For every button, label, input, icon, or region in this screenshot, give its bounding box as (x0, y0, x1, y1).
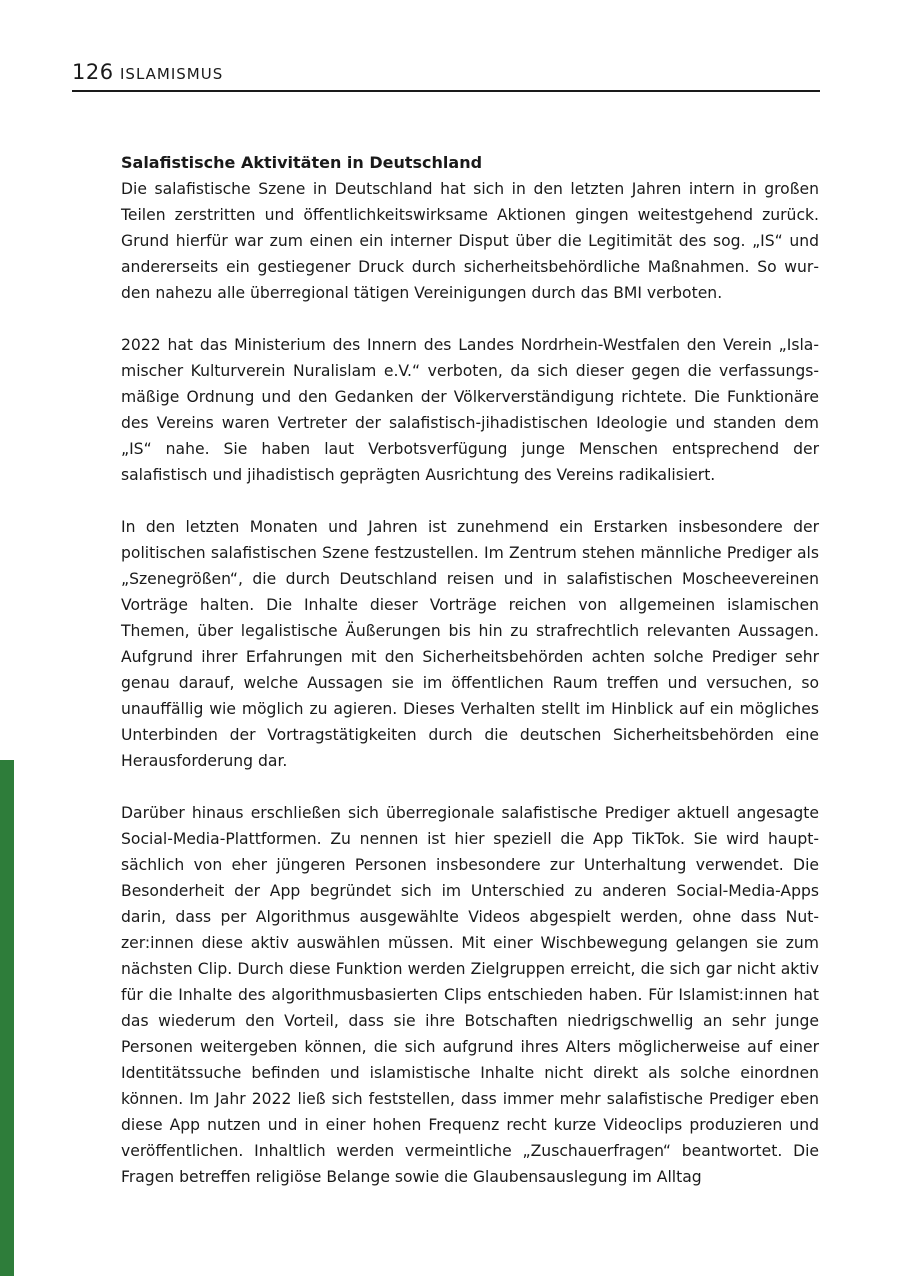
section-heading: Salafistische Aktivitäten in Deutschland (121, 153, 483, 172)
paragraph: In den letzten Monaten und Jahren ist zunehmend ein Erstarken insbesondere der politischen salafistischen Szene festzustellen. Im Zentrum stehen männliche Prediger als „Szenegrößen“, die durch Deutschland reisen und in salafistischen Moscheevereinen Vorträge halten. Die Inhalte dieser Vorträge reichen von allgemeinen islamischen Themen, über legalistische Äußerungen bis hin zu strafrechtlich relevanten Aussagen. Aufgrund ihrer Erfahrungen mit den Sicherheitsbehörden achten solche Prediger sehr genau darauf, welche Aussagen sie im öffentlichen Raum treffen und versuchen, so unauffällig wie möglich zu agieren. Dieses Verhalten stellt im Hinblick auf ein mögliches Unterbinden der Vortragstätigkeiten durch die deutschen Sicherheitsbehörden eine Herausforderung dar. (121, 518, 819, 770)
paragraph: Darüber hinaus erschließen sich überregionale salafistische Prediger aktuell angesagte Social-Media-Plattformen. Zu nennen ist hier speziell die App TikTok. Sie wird hauptsächlich von eher jüngeren Personen insbesondere zur Unterhaltung verwendet. Die Besonderheit der App begründet sich im Unterschied zu anderen Social-Media-Apps darin, dass per Algorithmus ausgewählte Videos abgespielt werden, ohne dass Nutzer:innen diese aktiv auswählen müssen. Mit einer Wischbewegung gelangen sie zum nächsten Clip. Durch diese Funktion werden Zielgruppen erreicht, die sich gar nicht aktiv für die Inhalte des algorithmusbasierten Clips entschieden haben. Für Islamist:innen hat das wiederum den Vorteil, dass sie ihre Botschaften niedrigschwellig an sehr junge Personen weitergeben können, die sich aufgrund ihres Alters möglicherweise auf einer Identitätssuche befinden und islamistische Inhalte nicht direkt als solche einordnen können. Im Jahr 2022 ließ sich feststellen, dass immer mehr salafistische Prediger eben diese App nutzen und in einer hohen Frequenz recht kurze Videoclips produzieren und veröffentlichen. Inhaltlich werden vermeintliche „Zuschauerfragen“ beantwortet. Die Fragen betreffen religiöse Belange sowie die Glaubensauslegung im Alltag (121, 804, 819, 1186)
page-number: 126 (72, 60, 114, 84)
running-title: ISLAMISMUS (120, 65, 224, 83)
page-header (72, 58, 820, 92)
paragraph: Die salafistische Szene in Deutschland hat sich in den letzten Jahren intern in großen Teilen zerstritten und öffentlichkeitswirksame Aktionen gingen weitestgehend zurück. Grund hierfür war zum einen ein interner Disput über die Legitimität des sog. „IS“ und andererseits ein gestiegener Druck durch sicherheitsbehördliche Maßnahmen. So wurden nahezu alle überregional tätigen Vereinigungen durch das BMI verboten. (121, 180, 819, 302)
main-content (121, 150, 819, 1190)
chapter-color-bar (0, 760, 14, 1276)
paragraph: 2022 hat das Ministerium des Innern des Landes Nordrhein-Westfalen den Verein „Islamischer Kulturverein Nuralislam e.V.“ verboten, da sich dieser gegen die verfassungsmäßige Ordnung und den Gedanken der Völkerverständigung richtete. Die Funktionäre des Vereins waren Vertreter der salafistisch-jihadistischen Ideologie und standen dem „IS“ nahe. Sie haben laut Verbotsverfügung junge Menschen entsprechend der salafistisch und jihadistisch geprägten Ausrichtung des Vereins radikalisiert. (121, 336, 819, 484)
